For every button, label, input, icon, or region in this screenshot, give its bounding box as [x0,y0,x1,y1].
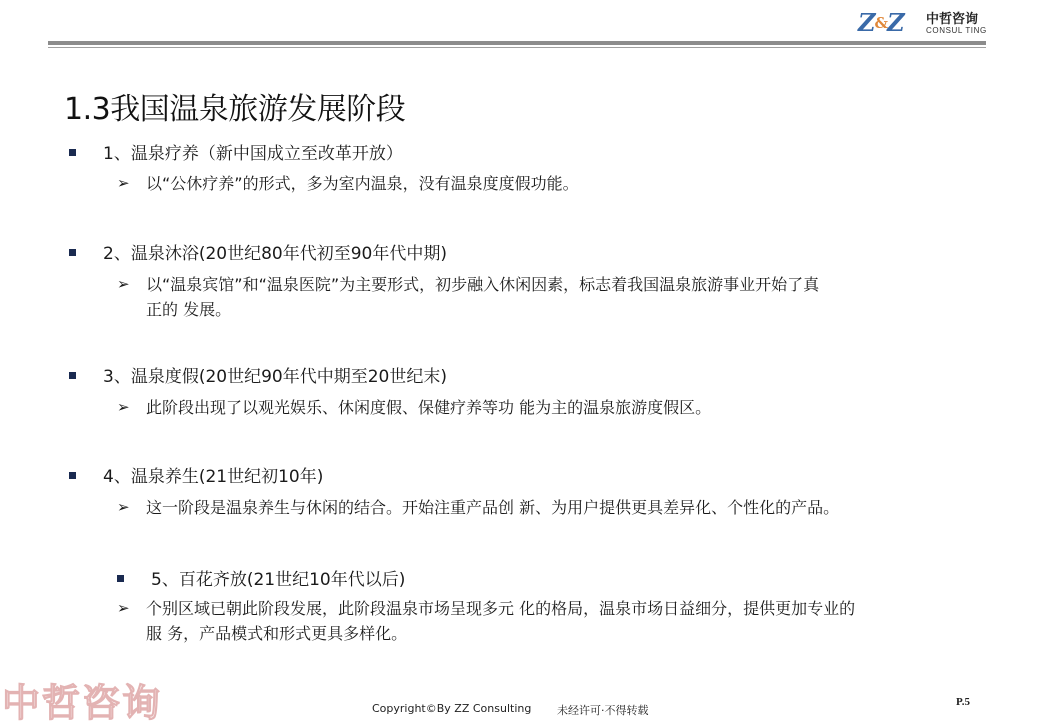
bullet-square-icon [69,249,76,256]
bullet-square-icon [69,149,76,156]
footer-notice: 未经许可·不得转载 [557,704,649,717]
page-number: P.5 [956,696,970,708]
logo-chinese-name: 中哲咨询 [926,12,979,27]
watermark-text: 中哲咨询 [2,681,163,725]
bullet-square-icon [69,372,76,379]
section-detail: 以“温泉宾馆”和“温泉医院”为主要形式，初步融入休闲因素，标志着我国温泉旅游事业开始了真 正的 发展。 [146,275,820,319]
section-heading: 2、温泉沐浴(20世纪80年代初至90年代中期) [103,244,447,264]
header-divider [48,41,986,45]
section-detail: 此阶段出现了以观光娱乐、休闲度假、保健疗养等功 能为主的温泉旅游度假区。 [146,398,712,417]
section-heading: 1、温泉疗养（新中国成立至改革开放） [103,144,403,164]
slide-title: 1.3我国温泉旅游发展阶段 [64,92,406,127]
arrow-bullet-icon: ➢ [117,599,130,617]
footer-copyright: Copyright©By ZZ Consulting [372,702,532,715]
header-divider-thin [48,47,986,48]
section-detail: 以“公休疗养”的形式，多为室内温泉，没有温泉度度假功能。 [146,174,579,193]
arrow-bullet-icon: ➢ [117,498,130,516]
arrow-bullet-icon: ➢ [117,275,130,293]
logo-english-name: CONSUL TING [926,26,987,35]
section-heading: 3、温泉度假(20世纪90年代中期至20世纪末) [103,367,447,387]
section-heading: 4、温泉养生(21世纪初10年) [103,467,324,487]
section-detail: 这一阶段是温泉养生与休闲的结合。开始注重产品创 新、为用户提供更具差异化、个性化的产品。 [146,498,840,517]
logo-mark: Z&Z [858,8,904,37]
arrow-bullet-icon: ➢ [117,174,130,192]
bullet-square-icon [117,575,124,582]
section-heading: 5、百花齐放(21世纪10年代以后) [151,570,406,590]
arrow-bullet-icon: ➢ [117,398,130,416]
section-detail: 个别区域已朝此阶段发展，此阶段温泉市场呈现多元 化的格局，温泉市场日益细分，提供更加专业的 服 务，产品模式和形式更具多样化。 [146,599,856,643]
company-logo [858,6,988,38]
bullet-square-icon [69,472,76,479]
